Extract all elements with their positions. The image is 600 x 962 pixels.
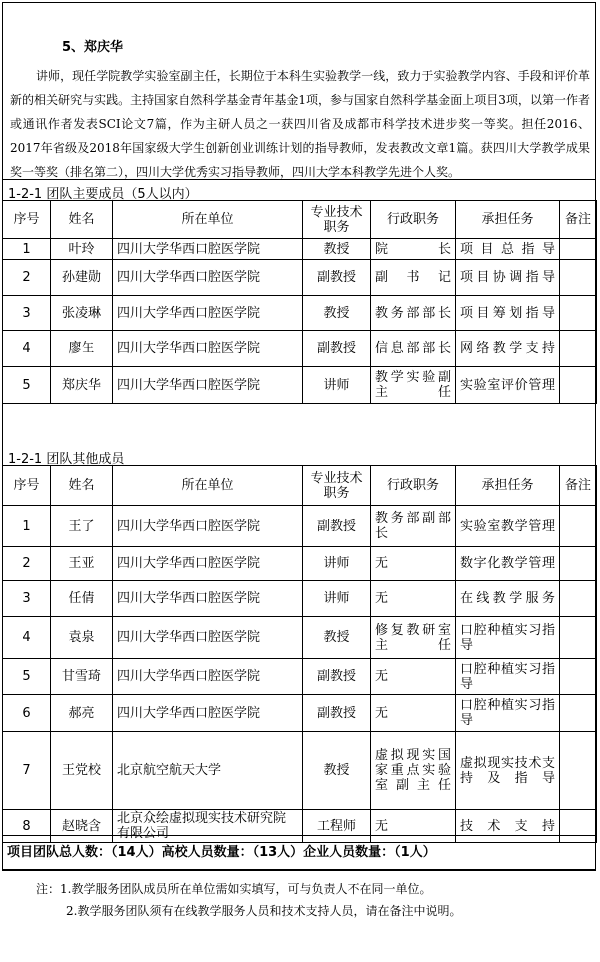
table-row — [3, 659, 597, 695]
row-unit: 四川大学华西口腔医学院 — [113, 617, 303, 659]
row-title: 副教授 — [303, 695, 371, 732]
row-admin: 无 — [371, 581, 456, 617]
other-team-table — [2, 465, 597, 843]
row-task: 技术支持 — [456, 810, 560, 843]
table-row — [3, 367, 597, 404]
row-admin: 教学实验副主任 — [371, 367, 456, 404]
row-number: 4 — [3, 331, 51, 367]
table-row — [3, 732, 597, 810]
row-remark — [560, 331, 597, 367]
row-number: 7 — [3, 732, 51, 810]
header-task: 承担任务 — [456, 466, 560, 506]
main-team-header-row — [3, 201, 597, 239]
row-admin: 无 — [371, 659, 456, 695]
row-task: 口腔种植实习指导 — [456, 695, 560, 732]
row-name: 张凌琳 — [51, 296, 113, 331]
row-name: 叶玲 — [51, 239, 113, 260]
main-team-table — [2, 200, 597, 404]
row-remark — [560, 367, 597, 404]
other-team-section-title: 1-2-1 团队其他成员 — [8, 452, 125, 467]
row-remark — [560, 581, 597, 617]
header-unit: 所在单位 — [113, 466, 303, 506]
row-title: 副教授 — [303, 659, 371, 695]
header-name: 姓名 — [51, 201, 113, 239]
header-name: 姓名 — [51, 466, 113, 506]
row-name: 王党校 — [51, 732, 113, 810]
row-title: 教授 — [303, 617, 371, 659]
row-number: 6 — [3, 695, 51, 732]
header-title: 专业技术职务 — [303, 201, 371, 239]
row-name: 袁泉 — [51, 617, 113, 659]
header-task: 承担任务 — [456, 201, 560, 239]
row-task: 数字化教学管理 — [456, 547, 560, 581]
table-row — [3, 296, 597, 331]
row-name: 王了 — [51, 506, 113, 547]
header-remark: 备注 — [560, 466, 597, 506]
other-team-header-row — [3, 466, 597, 506]
row-task: 实验室教学管理 — [456, 506, 560, 547]
row-number: 4 — [3, 617, 51, 659]
row-remark — [560, 659, 597, 695]
row-admin: 教务部副部长 — [371, 506, 456, 547]
row-unit: 四川大学华西口腔医学院 — [113, 367, 303, 404]
row-remark — [560, 506, 597, 547]
row-title: 副教授 — [303, 506, 371, 547]
row-admin: 教务部部长 — [371, 296, 456, 331]
row-remark — [560, 732, 597, 810]
table-row — [3, 581, 597, 617]
bio-text: 讲师，现任学院教学实验室副主任，长期位于本科生实验教学一线，致力于实验教学内容、手段和评价革新的相关研究与实践。主持国家自然科学基金青年基金1项，参与国家自然科学基金面上项目3项，以第一作者或通讯作者发表SCI论文7篇，作为主研人员之一获四川省及成都市科学技术进步奖一等奖。担任2016、2017年省级及2018年国家级大学生创新创业训练计划的指导教师，发表教改文章1篇。获四川大学教学成果奖一等奖（排名第二），四川大学优秀实习指导教师，四川大学本科教学先进个人奖。 — [10, 69, 590, 179]
row-title: 讲师 — [303, 547, 371, 581]
row-admin: 信息部部长 — [371, 331, 456, 367]
row-admin: 副书记 — [371, 260, 456, 296]
row-admin: 院长 — [371, 239, 456, 260]
table-row — [3, 506, 597, 547]
header-admin: 行政职务 — [371, 201, 456, 239]
bio-section — [2, 2, 596, 180]
table-row — [3, 695, 597, 732]
table-row — [3, 239, 597, 260]
row-admin: 无 — [371, 810, 456, 843]
row-remark — [560, 239, 597, 260]
row-task: 项目总指导 — [456, 239, 560, 260]
row-task: 网络教学支持 — [456, 331, 560, 367]
row-task: 实验室评价管理 — [456, 367, 560, 404]
row-task: 项目协调指导 — [456, 260, 560, 296]
row-task: 在线教学服务 — [456, 581, 560, 617]
row-unit: 北京航空航天大学 — [113, 732, 303, 810]
row-name: 孙建勋 — [51, 260, 113, 296]
table-row — [3, 617, 597, 659]
row-task: 口腔种植实习指导 — [456, 659, 560, 695]
row-remark — [560, 260, 597, 296]
row-title: 教授 — [303, 296, 371, 331]
note-2: 2.教学服务团队须有在线教学服务人员和技术支持人员，请在备注中说明。 — [66, 904, 462, 918]
main-team-section-title: 1-2-1 团队主要成员（5人以内） — [8, 187, 198, 202]
row-title: 副教授 — [303, 260, 371, 296]
header-admin: 行政职务 — [371, 466, 456, 506]
row-remark — [560, 617, 597, 659]
row-admin: 无 — [371, 695, 456, 732]
row-task: 项目筹划指导 — [456, 296, 560, 331]
row-task: 口腔种植实习指导 — [456, 617, 560, 659]
row-unit: 四川大学华西口腔医学院 — [113, 581, 303, 617]
row-number: 3 — [3, 296, 51, 331]
row-number: 1 — [3, 239, 51, 260]
note-1: 注：1.教学服务团队成员所在单位需如实填写，可与负责人不在同一单位。 — [36, 882, 432, 896]
row-admin: 修复教研室主任 — [371, 617, 456, 659]
row-name: 王亚 — [51, 547, 113, 581]
row-remark — [560, 547, 597, 581]
row-title: 工程师 — [303, 810, 371, 843]
header-unit: 所在单位 — [113, 201, 303, 239]
row-number: 3 — [3, 581, 51, 617]
row-unit: 四川大学华西口腔医学院 — [113, 695, 303, 732]
table-row — [3, 331, 597, 367]
header-remark: 备注 — [560, 201, 597, 239]
row-admin: 无 — [371, 547, 456, 581]
row-number: 5 — [3, 367, 51, 404]
row-name: 郑庆华 — [51, 367, 113, 404]
row-title: 讲师 — [303, 581, 371, 617]
row-unit: 四川大学华西口腔医学院 — [113, 296, 303, 331]
table-row — [3, 547, 597, 581]
row-title: 教授 — [303, 239, 371, 260]
row-number: 5 — [3, 659, 51, 695]
table-row — [3, 260, 597, 296]
row-title: 讲师 — [303, 367, 371, 404]
row-unit: 四川大学华西口腔医学院 — [113, 659, 303, 695]
header-title: 专业技术职务 — [303, 466, 371, 506]
header-no: 序号 — [3, 201, 51, 239]
row-title: 教授 — [303, 732, 371, 810]
row-unit: 四川大学华西口腔医学院 — [113, 331, 303, 367]
row-name: 郝亮 — [51, 695, 113, 732]
row-unit: 四川大学华西口腔医学院 — [113, 547, 303, 581]
row-number: 2 — [3, 260, 51, 296]
row-number: 2 — [3, 547, 51, 581]
row-name: 甘雪琦 — [51, 659, 113, 695]
row-unit: 四川大学华西口腔医学院 — [113, 239, 303, 260]
header-no: 序号 — [3, 466, 51, 506]
row-number: 1 — [3, 506, 51, 547]
row-name: 任倩 — [51, 581, 113, 617]
row-title: 副教授 — [303, 331, 371, 367]
row-name: 赵晓含 — [51, 810, 113, 843]
row-remark — [560, 296, 597, 331]
row-name: 廖玍 — [51, 331, 113, 367]
row-remark — [560, 695, 597, 732]
row-admin: 虚拟现实国家重点实验室副主任 — [371, 732, 456, 810]
row-unit: 四川大学华西口腔医学院 — [113, 260, 303, 296]
row-task: 虚拟现实技术支持及指导 — [456, 732, 560, 810]
bio-title: 5、郑庆华 — [62, 40, 124, 55]
row-unit: 北京众绘虚拟现实技术研究院有限公司 — [113, 810, 303, 843]
row-unit: 四川大学华西口腔医学院 — [113, 506, 303, 547]
row-number: 8 — [3, 810, 51, 843]
team-summary: 项目团队总人数：（14人）高校人员数量：（13人）企业人员数量：（1人） — [2, 835, 596, 871]
